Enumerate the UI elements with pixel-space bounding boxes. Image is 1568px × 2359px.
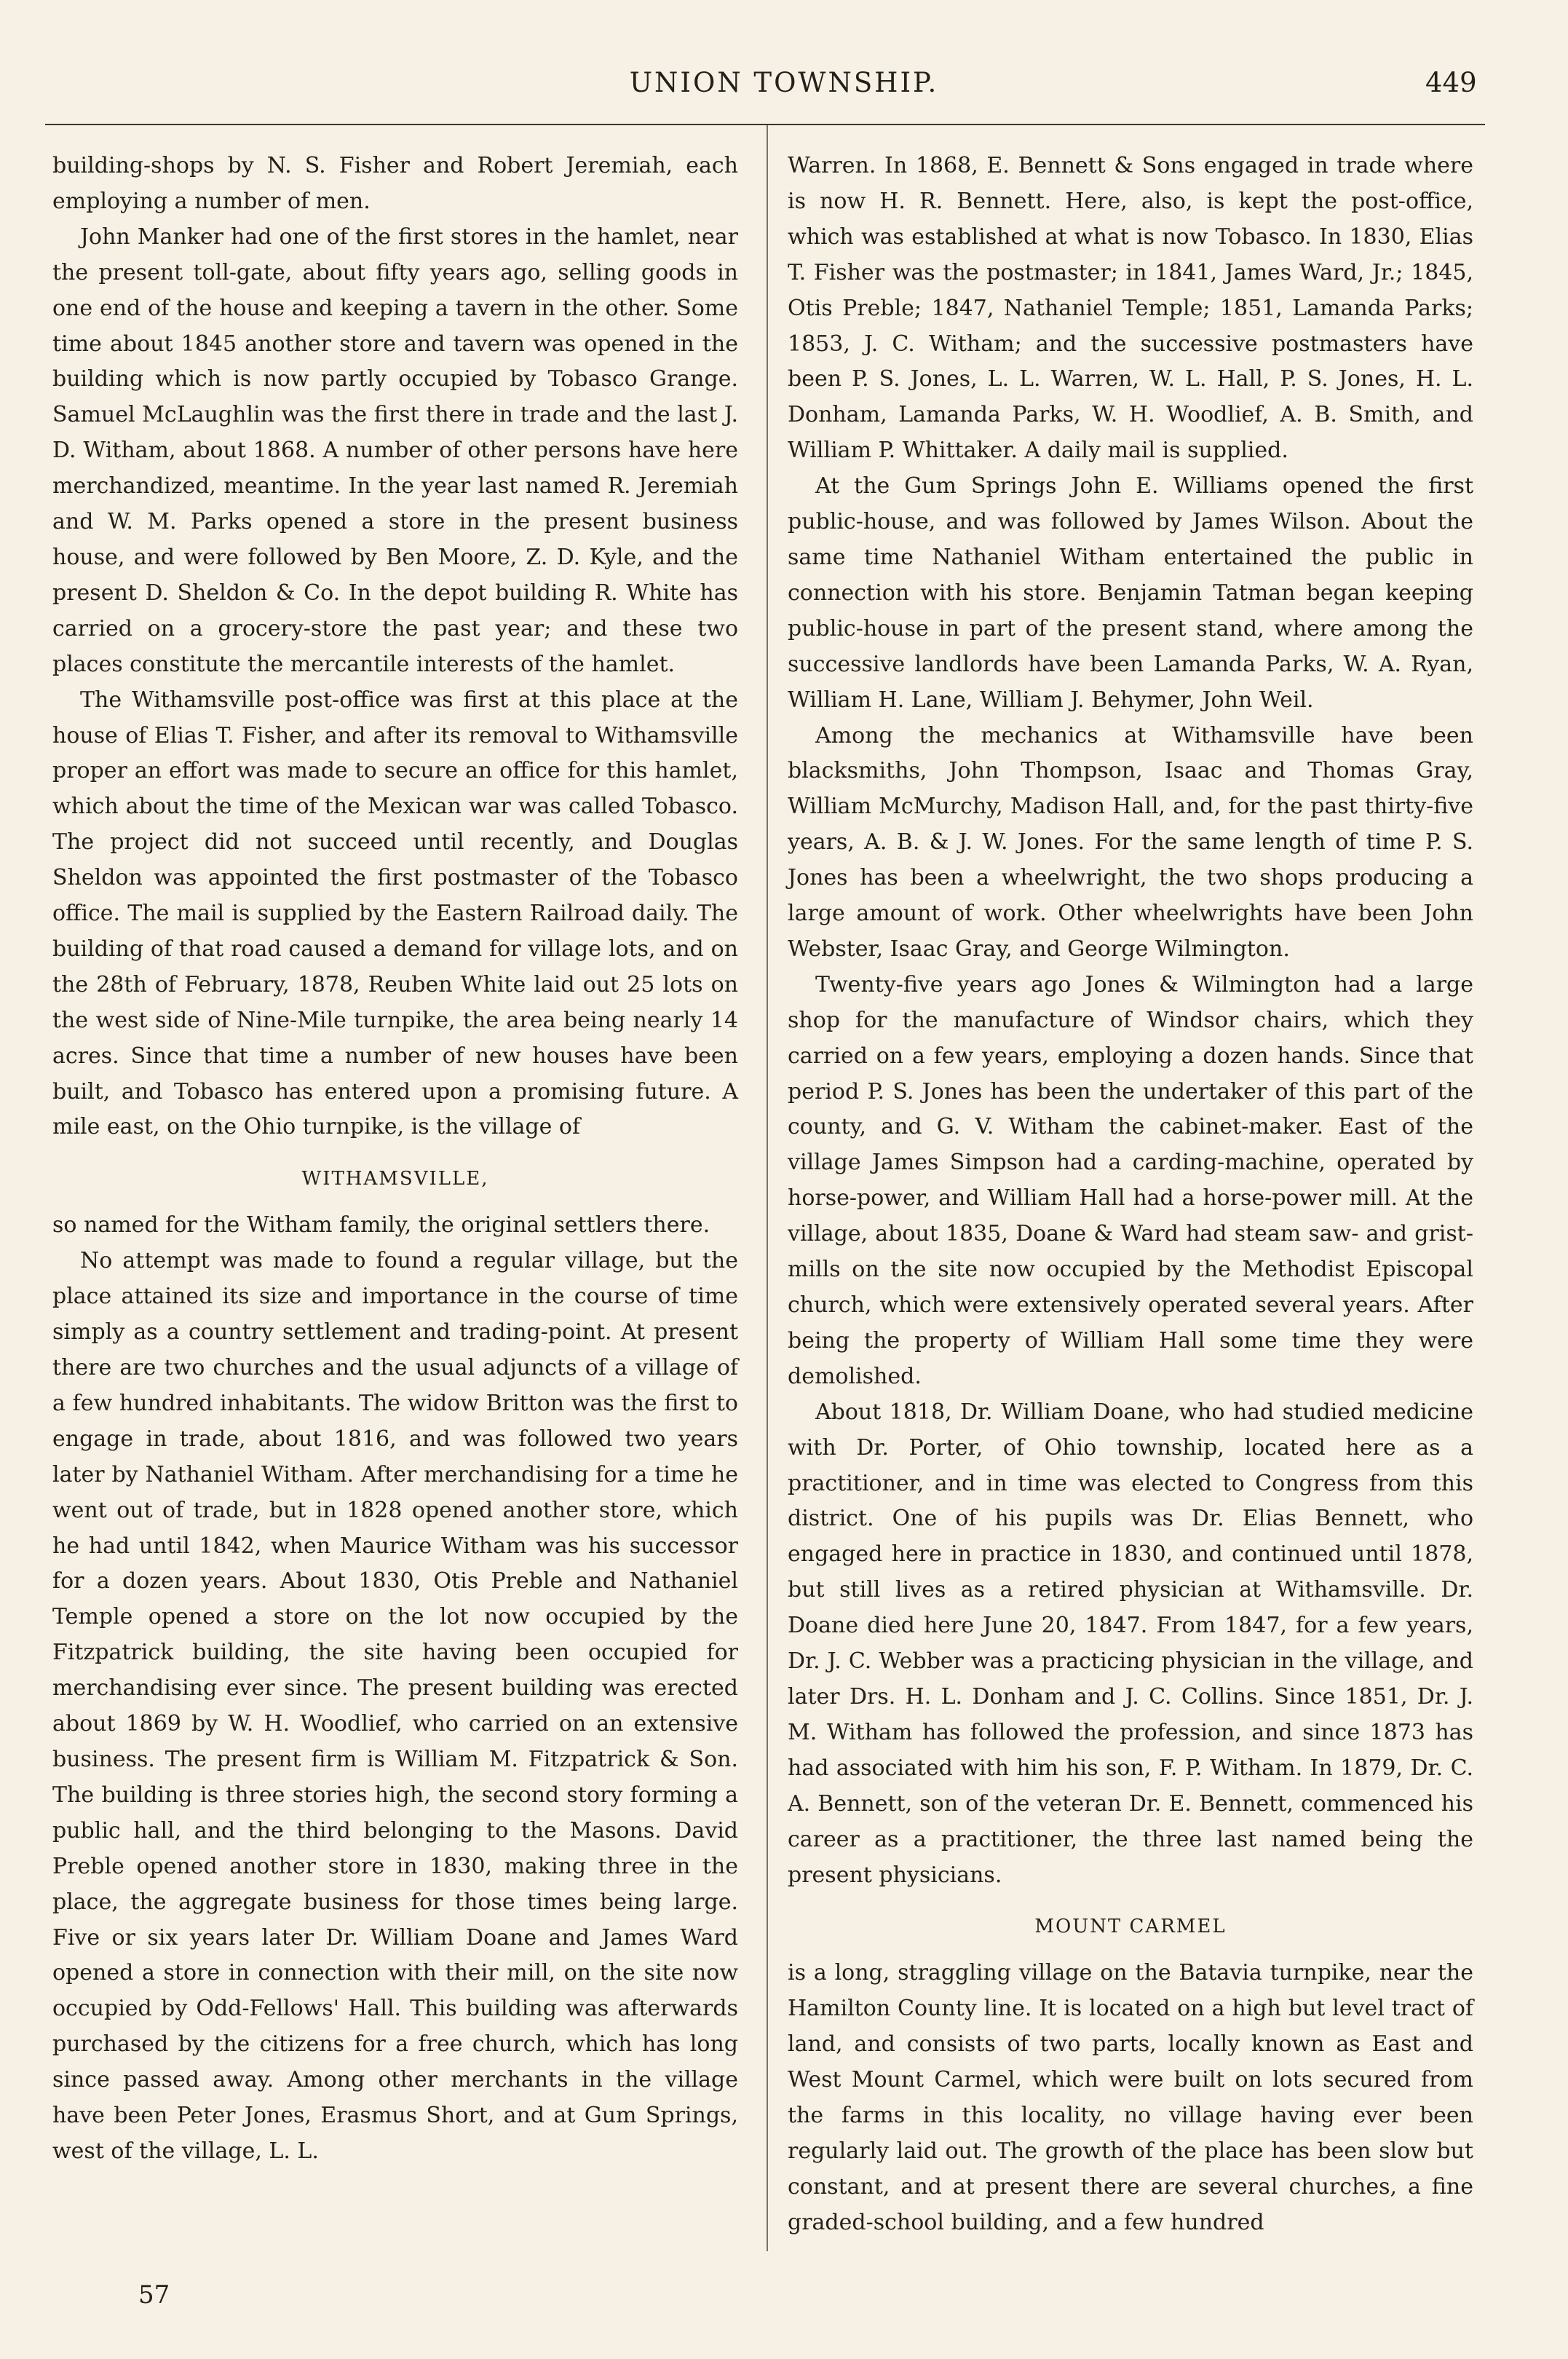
section-heading-withamsville: WITHAMSVILLE, xyxy=(301,1168,489,1190)
paragraph: building-shops by N. S. Fisher and Robert Jeremiah, each employing a number of men. xyxy=(52,153,738,214)
section-heading-mount-carmel: MOUNT CARMEL xyxy=(1034,1916,1227,1938)
left-column xyxy=(52,149,738,2170)
paragraph: About 1818, Dr. William Doane, who had studied medicine with Dr. Porter, of Ohio township, located here as a practitioner, and in time was elected to Congress from this district. One of his pupils was Dr. Elias Bennett, who engaged here in practice in 1830, and continued until 1878, but still lives as a retired physician at Withamsville. Dr. Doane died here June 20, 1847. From 1847, for a few years, Dr. J. C. Webber was a practicing physician in the village, and later Drs. H. L. Donham and J. C. Collins. Since 1851, Dr. J. M. Witham has followed the profession, and since 1873 has had associated with him his son, F. P. Witham. In 1879, Dr. C. A. Bennett, son of the veteran Dr. E. Bennett, commenced his career as a practitioner, the three last named being the present physicians. xyxy=(788,1399,1473,1888)
running-title: UNION TOWNSHIP. xyxy=(629,67,939,98)
paragraph: is a long, straggling village on the Batavia turnpike, near the Hamilton County line. It is located on a high but level tract of land, and consists of two parts, locally known as East and West Mount Carmel, which were built on lots secured from the farms in this locality, no village having ever been regularly laid out. The growth of the place has been slow but constant, and at present there are several churches, a fine graded-school building, and a few hundred xyxy=(788,1960,1473,2235)
paragraph: No attempt was made to found a regular village, but the place attained its size and importance in the course of time simply as a country settlement and trading-point. At present there are two churches and the usual adjuncts of a village of a few hundred inhabitants. The widow Britton was the first to engage in trade, about 1816, and was followed two years later by Nathaniel Witham. After merchandising for a time he went out of trade, but in 1828 opened another store, which he had until 1842, when Maurice Witham was his successor for a dozen years. About 1830, Otis Preble and Nathaniel Temple opened a store on the lot now occupied by the Fitzpatrick building, the site having been occupied for merchandising ever since. The present building was erected about 1869 by W. H. Woodlief, who carried on an extensive business. The present firm is William M. Fitzpatrick & Son. The building is three stories high, the second story forming a public hall, and the third belonging to the Masons. David Preble opened another store in 1830, making three in the place, the aggregate business for those times being large. Five or six years later Dr. William Doane and James Ward opened a store in connection with their mill, on the site now occupied by Odd-Fellows' Hall. This building was afterwards purchased by the citizens for a free church, which has long since passed away. Among other merchants in the village have been Peter Jones, Erasmus Short, and at Gum Springs, west of the village, L. L. xyxy=(52,1248,738,2164)
paragraph: Among the mechanics at Withamsville have been blacksmiths, John Thompson, Isaac and Thomas Gray, William McMurchy, Madison Hall, and, for the past thirty-five years, A. B. & J. W. Jones. For the same length of time P. S. Jones has been a wheelwright, the two shops producing a large amount of work. Other wheelwrights have been John Webster, Isaac Gray, and George Wilmington. xyxy=(788,722,1473,962)
paragraph: Twenty-five years ago Jones & Wilmington had a large shop for the manufacture of Windsor chairs, which they carried on a few years, employing a dozen hands. Since that period P. S. Jones has been the undertaker of this part of the county, and G. V. Witham the cabinet-maker. East of the village James Simpson had a carding-machine, operated by horse-power, and William Hall had a horse-power mill. At the village, about 1835, Doane & Ward had steam saw- and grist-mills on the site now occupied by the Methodist Episcopal church, which were extensively operated several years. After being the property of William Hall some time they were demolished. xyxy=(788,971,1473,1389)
paragraph: John Manker had one of the first stores in the hamlet, near the present toll-gate, about fifty years ago, selling goods in one end of the house and keeping a tavern in the other. Some time about 1845 another store and tavern was opened in the building which is now partly occupied by Tobasco Grange. Samuel McLaughlin was the first there in trade and the last J. D. Witham, about 1868. A number of other persons have here merchandized, meantime. In the year last named R. Jeremiah and W. M. Parks opened a store in the present business house, and were followed by Ben Moore, Z. D. Kyle, and the present D. Sheldon & Co. In the depot building R. White has carried on a grocery-store the past year; and these two places constitute the mercantile interests of the hamlet. xyxy=(52,224,738,677)
paragraph: At the Gum Springs John E. Williams opened the first public-house, and was followed by James Wilson. About the same time Nathaniel Witham entertained the public in connection with his store. Benjamin Tatman began keeping public-house in part of the present stand, where among the successive landlords have been Lamanda Parks, W. A. Ryan, William H. Lane, William J. Behymer, John Weil. xyxy=(788,473,1473,713)
paragraph: Warren. In 1868, E. Bennett & Sons engaged in trade where is now H. R. Bennett. Here, also, is kept the post-office, which was established at what is now Tobasco. In 1830, Elias T. Fisher was the postmaster; in 1841, James Ward, Jr.; 1845, Otis Preble; 1847, Nathaniel Temple; 1851, Lamanda Parks; 1853, J. C. Witham; and the successive postmasters have been P. S. Jones, L. L. Warren, W. L. Hall, P. S. Jones, H. L. Donham, Lamanda Parks, W. H. Woodlief, A. B. Smith, and William P. Whittaker. A daily mail is supplied. xyxy=(788,153,1473,464)
paragraph: so named for the Witham family, the original settlers there. xyxy=(52,1212,710,1238)
signature-mark: 57 xyxy=(138,2280,170,2309)
header-rule xyxy=(45,124,1485,125)
right-column xyxy=(788,149,1473,2241)
paragraph: The Withamsville post-office was first at this place at the house of Elias T. Fisher, and after its removal to Withamsville proper an effort was made to secure an office for this hamlet, which about the time of the Mexican war was called Tobasco. The project did not succeed until recently, and Douglas Sheldon was appointed the first postmaster of the Tobasco office. The mail is supplied by the Eastern Railroad daily. The building of that road caused a demand for village lots, and on the 28th of February, 1878, Reuben White laid out 25 lots on the west side of Nine-Mile turnpike, the area being nearly 14 acres. Since that time a number of new houses have been built, and Tobasco has entered upon a promising future. A mile east, on the Ohio turnpike, is the village of xyxy=(52,687,738,1140)
column-divider xyxy=(767,125,768,2251)
page-number: 449 xyxy=(1425,67,1477,98)
